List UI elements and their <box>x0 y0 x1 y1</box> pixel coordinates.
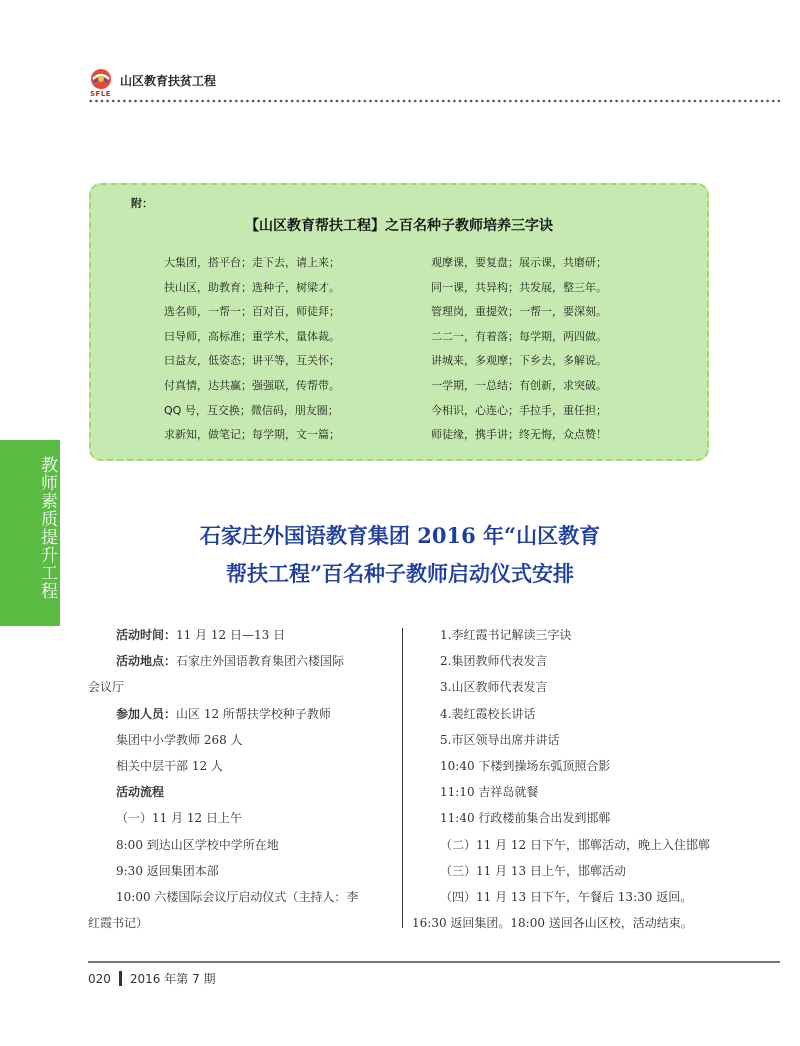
verse-line: 求新知，做笔记；每学期，文一篇； <box>164 428 340 442</box>
body-line: （二）11 月 12 日下午，邯郸活动，晚上入住邯郸 <box>440 837 710 852</box>
verse-line: 二二一，有着落；每学期，两四做。 <box>431 329 607 343</box>
verse-line: 扶山区，助教育；选种子，树梁才。 <box>164 280 340 294</box>
verse-line: 同一课，共异构；共发展，整三年。 <box>431 280 607 294</box>
body-line: 参加人员：山区 12 所帮扶学校种子教师 <box>116 706 331 721</box>
body-line: 2.集团教师代表发言 <box>440 654 548 669</box>
appendix-left-column <box>164 251 340 448</box>
verse-line: 讲城来，多观摩；下乡去，多解说。 <box>431 354 607 368</box>
page-number: 020 <box>88 971 111 986</box>
verse-line: QQ 号，互交换；微信码，朋友圈； <box>164 403 339 417</box>
page-footer <box>88 970 216 987</box>
body-line: 相关中层干部 12 人 <box>116 758 223 773</box>
body-line: 红霞书记） <box>88 916 149 931</box>
logo-text: SFLE <box>90 90 112 98</box>
verse-line: 选名师，一帮一；百对百，师徒拜； <box>164 305 340 319</box>
verse-line: 付真情，达共赢；强强联，传帮带。 <box>164 378 340 392</box>
header-divider <box>88 99 780 103</box>
body-line: 集团中小学教师 268 人 <box>116 732 243 747</box>
issue-label: 2016 年第 7 期 <box>129 972 216 986</box>
body-line: 活动时间：11 月 12 日—13 日 <box>116 628 286 642</box>
body-line: 10:00 六楼国际会议厅启动仪式（主持人：李 <box>116 889 359 904</box>
body-line: 5.市区领导出席并讲话 <box>440 732 560 747</box>
body-line: （一）11 月 12 日上午 <box>116 811 242 826</box>
body-line: 3.山区教师代表发言 <box>440 680 548 695</box>
body-line: 11:10 吉祥岛就餐 <box>440 785 539 800</box>
section-side-tab-label: 教师素质提升工程 <box>37 456 57 600</box>
appendix-title: 【山区教育帮扶工程】之百名种子教师培养三字诀 <box>245 218 553 234</box>
verse-line: 师徒缘，携手讲；终无悔，众点赞！ <box>431 428 607 442</box>
body-line: 8:00 到达山区学校中学所在地 <box>116 837 279 852</box>
body-line: 16:30 返回集团。18:00 送回各山区校，活动结束。 <box>412 916 693 931</box>
body-line: 会议厅 <box>88 680 125 695</box>
body-line: （四）11 月 13 日下午，午餐后 13:30 返回。 <box>440 889 693 904</box>
verse-line: 一学期，一总结；有创新，求突破。 <box>431 378 607 392</box>
article-right-column <box>412 622 732 936</box>
body-line: 活动流程 <box>116 785 165 800</box>
body-line: 10:40 下楼到操场东弧顶照合影 <box>440 758 611 773</box>
appendix-right-column <box>431 251 607 448</box>
article-title-line-1: 石家庄外国语教育集团 2016 年“山区教育 <box>199 523 601 548</box>
column-divider <box>402 628 403 928</box>
appendix-label: 附： <box>131 197 153 210</box>
header-title: 山区教育扶贫工程 <box>120 73 217 88</box>
footer-divider <box>88 961 780 963</box>
appendix-box <box>89 183 709 461</box>
body-line: （三）11 月 13 日上午，邯郸活动 <box>440 863 626 878</box>
body-line: 4.裴红霞校长讲话 <box>440 706 536 721</box>
verse-line: 曰导师，高标准；重学术，量体裁。 <box>164 329 340 343</box>
verse-line: 大集团，搭平台；走下去，请上来； <box>164 256 340 269</box>
body-line: 活动地点：石家庄外国语教育集团六楼国际 <box>116 654 345 669</box>
article-title <box>100 517 700 593</box>
footer-separator <box>119 971 122 986</box>
body-line: 1.李红霞书记解读三字诀 <box>440 628 572 642</box>
verse-line: 今相识，心连心；手拉手，重任担； <box>431 403 607 417</box>
verse-line: 观摩课，要复盘；展示课，共磨研； <box>431 256 607 269</box>
verse-line: 管理岗，重提效；一帮一，要深刻。 <box>431 305 607 319</box>
article-title-line-2: 帮扶工程”百名种子教师启动仪式安排 <box>225 561 575 586</box>
body-line: 9:30 返回集团本部 <box>116 863 219 878</box>
body-line: 11:40 行政楼前集合出发到邯郸 <box>440 811 611 826</box>
verse-line: 曰益友，低姿态；讲平等，互关怀； <box>164 354 340 368</box>
article-left-column <box>88 622 398 936</box>
